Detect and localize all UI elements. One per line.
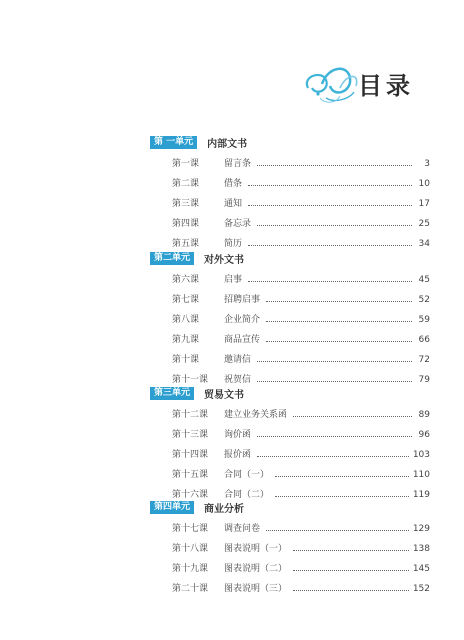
page-number: 52 — [418, 295, 430, 305]
lesson-number: 第二十课 — [172, 584, 209, 594]
dot-leader — [248, 185, 412, 186]
lesson-number: 第十课 — [172, 355, 200, 365]
page-number: 59 — [418, 315, 430, 325]
toc-entry[interactable] — [150, 149, 430, 169]
lesson-title: 借条 — [224, 179, 243, 189]
toc-entry[interactable] — [150, 325, 430, 345]
lesson-title: 调查问卷 — [224, 524, 261, 534]
dot-leader — [257, 436, 412, 437]
lesson-number: 第十二课 — [172, 410, 209, 420]
dot-leader — [293, 590, 409, 591]
toc-entry[interactable] — [150, 305, 430, 325]
page-number: 110 — [412, 470, 430, 480]
unit-badge: 第三单元 — [150, 387, 194, 400]
dot-leader — [257, 361, 412, 362]
lesson-number: 第一课 — [172, 159, 200, 169]
unit-header — [150, 135, 430, 149]
unit-header — [150, 500, 430, 514]
toc-entry[interactable] — [150, 460, 430, 480]
lesson-number: 第十七课 — [172, 524, 209, 534]
toc-entry[interactable] — [150, 554, 430, 574]
dot-leader — [266, 301, 412, 302]
unit-badge: 第 一单元 — [150, 136, 197, 149]
dot-leader — [293, 416, 412, 417]
lesson-title: 报价函 — [224, 450, 252, 460]
toc-entry[interactable] — [150, 345, 430, 365]
dot-leader — [293, 570, 409, 571]
lesson-number: 第十四课 — [172, 450, 209, 460]
lesson-title: 备忘录 — [224, 219, 252, 229]
toc-entry[interactable] — [150, 265, 430, 285]
page-number: 25 — [418, 219, 430, 229]
page-number: 103 — [412, 450, 430, 460]
lesson-number: 第十三课 — [172, 430, 209, 440]
page-number: 96 — [418, 430, 430, 440]
unit-badge: 第四单元 — [150, 501, 194, 514]
page-number: 138 — [412, 544, 430, 554]
lesson-number: 第三课 — [172, 199, 200, 209]
dot-leader — [293, 550, 409, 551]
lesson-number: 第四课 — [172, 219, 200, 229]
dot-leader — [275, 476, 409, 477]
lesson-number: 第七课 — [172, 295, 200, 305]
toc-entry[interactable] — [150, 229, 430, 249]
lesson-title: 合同（二） — [224, 490, 270, 500]
lesson-title: 合同（一） — [224, 470, 270, 480]
dot-leader — [266, 321, 412, 322]
dot-leader — [257, 456, 409, 457]
lesson-number: 第九课 — [172, 335, 200, 345]
lesson-number: 第十五课 — [172, 470, 209, 480]
lesson-title: 留言条 — [224, 159, 252, 169]
lesson-title: 邀请信 — [224, 355, 252, 365]
lesson-number: 第十一课 — [172, 375, 209, 385]
dot-leader — [266, 341, 412, 342]
toc-entry[interactable] — [150, 285, 430, 305]
lesson-title: 图表说明（二） — [224, 564, 288, 574]
lesson-title: 启事 — [224, 275, 243, 285]
toc-entry[interactable] — [150, 365, 430, 385]
unit-section — [150, 135, 430, 249]
page-title: 目录 — [358, 71, 414, 100]
dot-leader — [248, 205, 412, 206]
toc-entry[interactable] — [150, 534, 430, 554]
dot-leader — [275, 496, 409, 497]
lesson-title: 企业简介 — [224, 315, 261, 325]
dot-leader — [248, 281, 412, 282]
page-number: 17 — [418, 199, 430, 209]
lesson-number: 第二课 — [172, 179, 200, 189]
unit-section — [150, 386, 430, 500]
lesson-title: 图表说明（一） — [224, 544, 288, 554]
page-number: 129 — [412, 524, 430, 534]
dot-leader — [257, 225, 412, 226]
page-number: 66 — [418, 335, 430, 345]
page-number: 152 — [412, 584, 430, 594]
lesson-number: 第六课 — [172, 275, 200, 285]
page-number: 3 — [424, 159, 430, 169]
lesson-number: 第十八课 — [172, 544, 209, 554]
toc-entry[interactable] — [150, 480, 430, 500]
unit-title: 贸易文书 — [204, 389, 245, 401]
lesson-title: 简历 — [224, 239, 243, 249]
dot-leader — [257, 381, 412, 382]
unit-title: 内部文书 — [207, 138, 248, 150]
toc-entry[interactable] — [150, 209, 430, 229]
lesson-title: 建立业务关系函 — [224, 410, 288, 420]
dot-leader — [266, 530, 409, 531]
page-number: 145 — [412, 564, 430, 574]
page-number: 119 — [412, 490, 430, 500]
toc-entry[interactable] — [150, 574, 430, 594]
dot-leader — [248, 245, 412, 246]
lesson-title: 通知 — [224, 199, 243, 209]
unit-title: 商业分析 — [204, 503, 245, 515]
unit-header — [150, 251, 430, 265]
toc-entry[interactable] — [150, 400, 430, 420]
page-number: 79 — [418, 375, 430, 385]
lesson-title: 图表说明（三） — [224, 584, 288, 594]
lesson-title: 询价函 — [224, 430, 252, 440]
lesson-number: 第八课 — [172, 315, 200, 325]
page-number: 72 — [418, 355, 430, 365]
toc-entry[interactable] — [150, 420, 430, 440]
unit-title: 对外文书 — [204, 254, 245, 266]
lesson-title: 祝贺信 — [224, 375, 252, 385]
unit-header — [150, 386, 430, 400]
dot-leader — [257, 165, 412, 166]
page-number: 34 — [418, 239, 430, 249]
lesson-number: 第十六课 — [172, 490, 209, 500]
lesson-title: 招聘启事 — [224, 295, 261, 305]
unit-section — [150, 500, 430, 594]
unit-badge: 第二单元 — [150, 252, 194, 265]
page-number: 45 — [418, 275, 430, 285]
toc-entry[interactable] — [150, 440, 430, 460]
toc-entry[interactable] — [150, 189, 430, 209]
unit-section — [150, 251, 430, 385]
toc-entry[interactable] — [150, 514, 430, 534]
lesson-title: 商品宣传 — [224, 335, 261, 345]
page-number: 10 — [418, 179, 430, 189]
lesson-number: 第五课 — [172, 239, 200, 249]
toc-entry[interactable] — [150, 169, 430, 189]
page-number: 89 — [418, 410, 430, 420]
lesson-number: 第十九课 — [172, 564, 209, 574]
